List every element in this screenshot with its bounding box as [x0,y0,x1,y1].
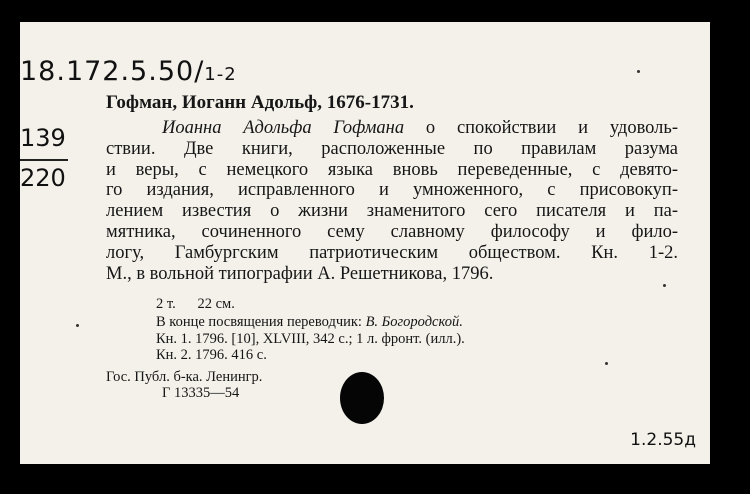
dedication-note [156,314,463,330]
description-line: М., в вольной типографии А. Решетникова, 1796. [106,263,494,284]
speck [76,324,79,327]
book2-note: Кн. 2. 1796. 416 с. [156,347,267,363]
description-line: и веры, с немецкого языка вновь переведенные, с девято- [106,159,678,180]
card-number-top: 139 [20,124,66,152]
shelfmark-sub: 1-2 [204,64,237,85]
description-line [106,118,678,139]
description-line: мятника, сочиненного сему славному философу и фило- [106,221,678,242]
card-number-bottom: 220 [20,164,66,192]
shelfmark [20,56,237,87]
title-description [106,118,678,284]
book1-note: Кн. 1. 1796. [10], XLVIII, 342 с.; 1 л. фронт. (илл.). [156,331,465,347]
title-author: Иоанна Адольфа Гофмана [162,118,405,138]
description-line: лением известия о жизни знаменитого сего писателя и па- [106,201,678,222]
title-rest: о спокойствии и удоволь- [404,118,679,138]
translator-name: В. Богородской. [365,314,463,330]
card-number-divider [20,159,68,161]
shelfmark-separator: / [194,56,205,87]
call-number: Г 13335—54 [162,385,240,401]
description-line: ствии. Две книги, расположенные по правилам разума [106,138,678,159]
physical-description: 2 т. 22 см. [156,296,235,312]
speck [637,70,640,73]
speck [605,362,608,365]
description-line: го издания, исправленного и умноженного, с присовокуп- [106,180,678,201]
shelfmark-main: 18.172.5.50 [20,56,195,87]
author-heading: Гофман, Иоганн Адольф, 1676-1731. [106,92,414,113]
speck [663,284,666,287]
catalog-card [20,22,710,464]
dedication-prefix: В конце посвящения переводчик: [156,314,366,330]
punch-hole-blot [340,372,384,424]
library-location: Гос. Публ. б-ка. Ленингр. [106,369,263,385]
description-line: логу, Гамбургским патриотическим обществом. Кн. 1-2. [106,242,678,263]
handwritten-stamp: 1.2.55д [630,430,696,450]
